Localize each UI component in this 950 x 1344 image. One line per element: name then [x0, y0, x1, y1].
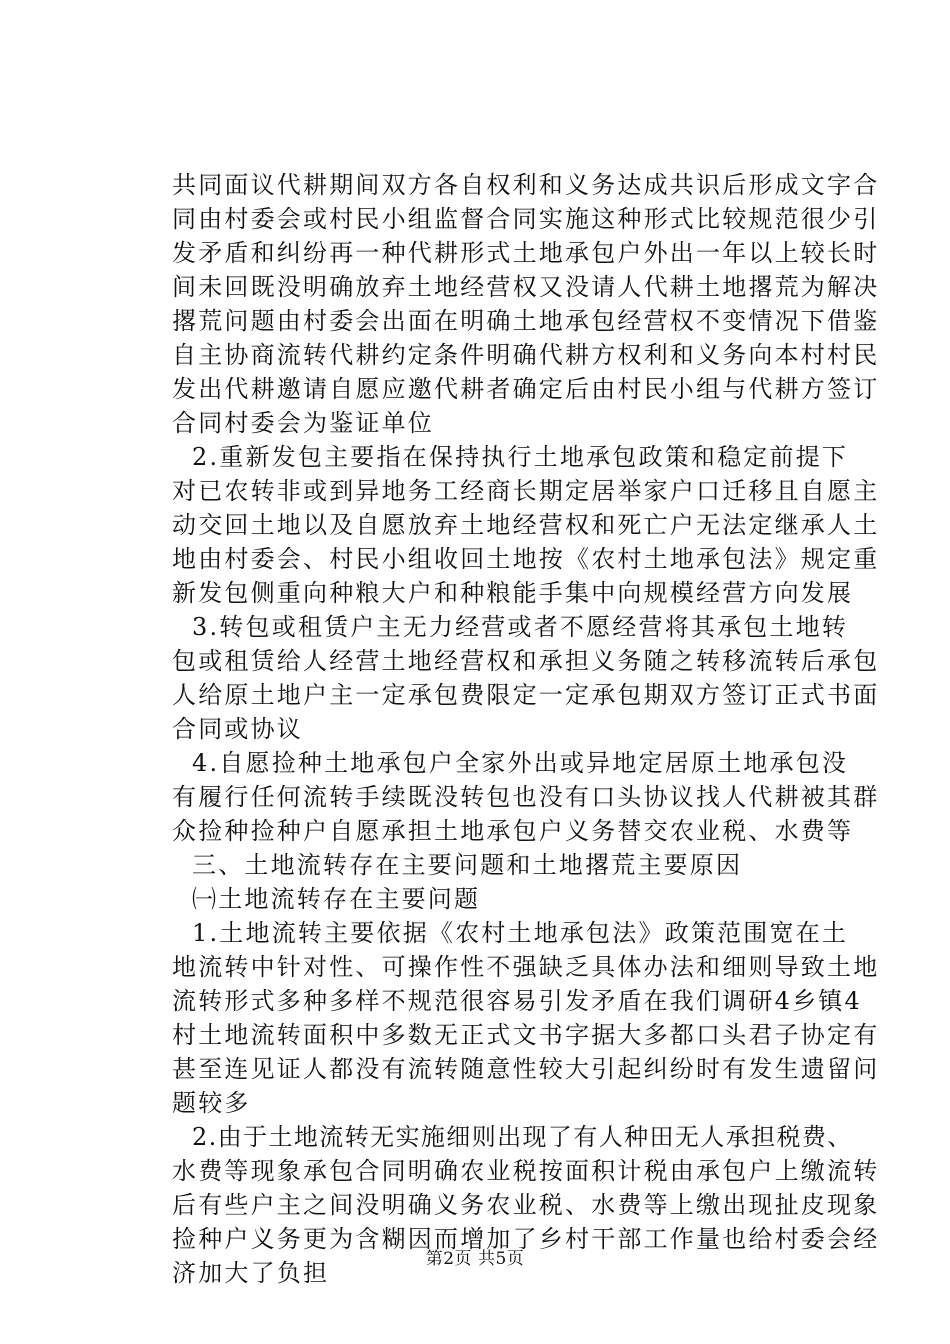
- text-line: 发出代耕邀请自愿应邀代耕者确定后由村民小组与代耕方签订: [172, 375, 880, 403]
- text-line: 有履行任何流转手续既没转包也没有口头协议找人代耕被其群: [172, 783, 880, 811]
- text-line: 地流转中针对性、可操作性不强缺乏具体办法和细则导致土地: [172, 953, 880, 981]
- text-line: 人给原土地户主一定承包费限定一定承包期双方签订正式书面: [172, 681, 880, 709]
- text-line: 同由村委会或村民小组监督合同实施这种形式比较规范很少引: [172, 205, 880, 233]
- paragraph-start-line: 4.自愿捡种土地承包户全家外出或异地定居原土地承包没: [192, 749, 849, 777]
- text-line: 地由村委会、村民小组收回土地按《农村土地承包法》规定重: [172, 545, 880, 573]
- body-text: [172, 168, 880, 1290]
- page-number: 第2页 共5页: [425, 1249, 525, 1269]
- text-line: 发矛盾和纠纷再一种代耕形式土地承包户外出一年以上较长时: [172, 239, 880, 267]
- text-line: 间未回既没明确放弃土地经营权又没请人代耕土地撂荒为解决: [172, 273, 880, 301]
- text-line: 甚至连见证人都没有流转随意性较大引起纠纷时有发生遗留问: [172, 1055, 880, 1083]
- text-line: 村土地流转面积中多数无正式文书字据大多都口头君子协定有: [172, 1021, 880, 1049]
- text-line: 题较多: [172, 1089, 251, 1117]
- paragraph-start-line: 2.由于土地流转无实施细则出现了有人种田无人承担税费、: [192, 1123, 853, 1151]
- text-line: 动交回土地以及自愿放弃土地经营权和死亡户无法定继承人土: [172, 511, 880, 539]
- text-line: 对已农转非或到异地务工经商长期定居举家户口迁移且自愿主: [172, 477, 880, 505]
- text-line: 共同面议代耕期间双方各自权利和义务达成共识后形成文字合: [172, 171, 880, 199]
- subsection-heading: ㈠土地流转存在主要问题: [192, 885, 481, 913]
- paragraph-start-line: 1.土地流转主要依据《农村土地承包法》政策范围宽在土: [192, 919, 849, 947]
- text-line: 撂荒问题由村委会出面在明确土地承包经营权不变情况下借鉴: [172, 307, 880, 335]
- text-line: 合同或协议: [172, 715, 303, 743]
- text-line: 流转形式多种多样不规范很容易引发矛盾在我们调研4乡镇4: [172, 987, 862, 1015]
- paragraph-start-line: 2.重新发包主要指在保持执行土地承包政策和稳定前提下: [192, 443, 849, 471]
- text-line: 捡种户义务更为含糊因而增加了乡村干部工作量也给村委会经: [172, 1225, 880, 1253]
- section-heading: 三、土地流转存在主要问题和土地撂荒主要原因: [192, 851, 743, 879]
- text-line: 众捡种捡种户自愿承担土地承包户义务替交农业税、水费等: [172, 817, 854, 845]
- text-line: 后有些户主之间没明确义务农业税、水费等上缴出现扯皮现象: [172, 1191, 880, 1219]
- text-line: 济加大了负担: [172, 1259, 330, 1287]
- paragraph-start-line: 3.转包或租赁户主无力经营或者不愿经营将其承包土地转: [192, 613, 849, 641]
- page-footer: [0, 1244, 950, 1269]
- text-line: 新发包侧重向种粮大户和种粮能手集中向规模经营方向发展: [172, 579, 854, 607]
- text-line: 合同村委会为鉴证单位: [172, 409, 434, 437]
- text-line: 自主协商流转代耕约定条件明确代耕方权利和义务向本村村民: [172, 341, 880, 369]
- text-line: 包或租赁给人经营土地经营权和承担义务随之转移流转后承包: [172, 647, 880, 675]
- text-line: 水费等现象承包合同明确农业税按面积计税由承包户上缴流转: [172, 1157, 880, 1185]
